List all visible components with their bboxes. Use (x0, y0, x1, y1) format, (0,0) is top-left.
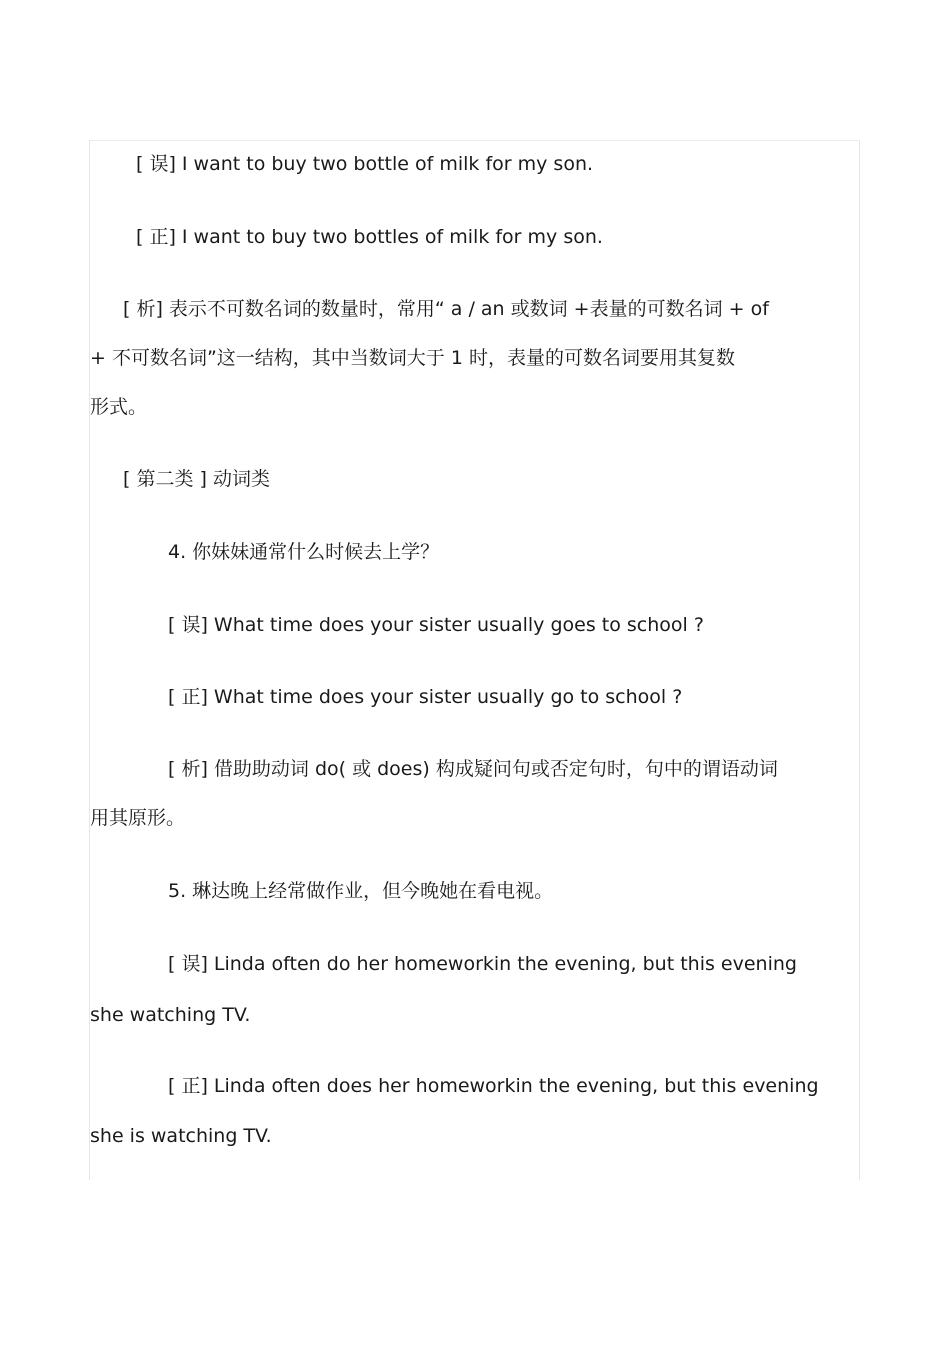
text-line-correct-5b: she is watching TV. (90, 1125, 272, 1147)
text-line-analysis-1c: 形式。 (90, 396, 148, 418)
text-line-correct-1: [ 正] I want to buy two bottles of milk for my son. (136, 226, 603, 248)
question-5: 5. 琳达晚上经常做作业，但今晚她在看电视。 (168, 880, 554, 902)
section-heading-verbs: [ 第二类 ] 动词类 (123, 468, 270, 490)
text-line-correct-4: [ 正] What time does your sister usually go to school ? (168, 686, 683, 708)
text-line-analysis-1a: [ 析] 表示不可数名词的数量时，常用“ a / an 或数词 +表量的可数名词 + of (123, 298, 769, 320)
text-line-analysis-1b: + 不可数名词”这一结构，其中当数词大于 1 时，表量的可数名词要用其复数 (90, 347, 735, 369)
text-line-wrong-4: [ 误] What time does your sister usually goes to school ? (168, 614, 704, 636)
text-line-analysis-4b: 用其原形。 (90, 807, 186, 829)
text-line-correct-5a: [ 正] Linda often does her homeworkin the evening, but this evening (168, 1075, 819, 1097)
text-line-wrong-5b: she watching TV. (90, 1004, 251, 1026)
text-line-wrong-5a: [ 误] Linda often do her homeworkin the evening, but this evening (168, 953, 797, 975)
text-line-wrong-1: [ 误] I want to buy two bottle of milk for my son. (136, 153, 594, 175)
text-line-analysis-4a: [ 析] 借助助动词 do( 或 does) 构成疑问句或否定句时，句中的谓语动词 (168, 758, 778, 780)
question-4: 4. 你妹妹通常什么时候去上学？ (168, 541, 440, 563)
